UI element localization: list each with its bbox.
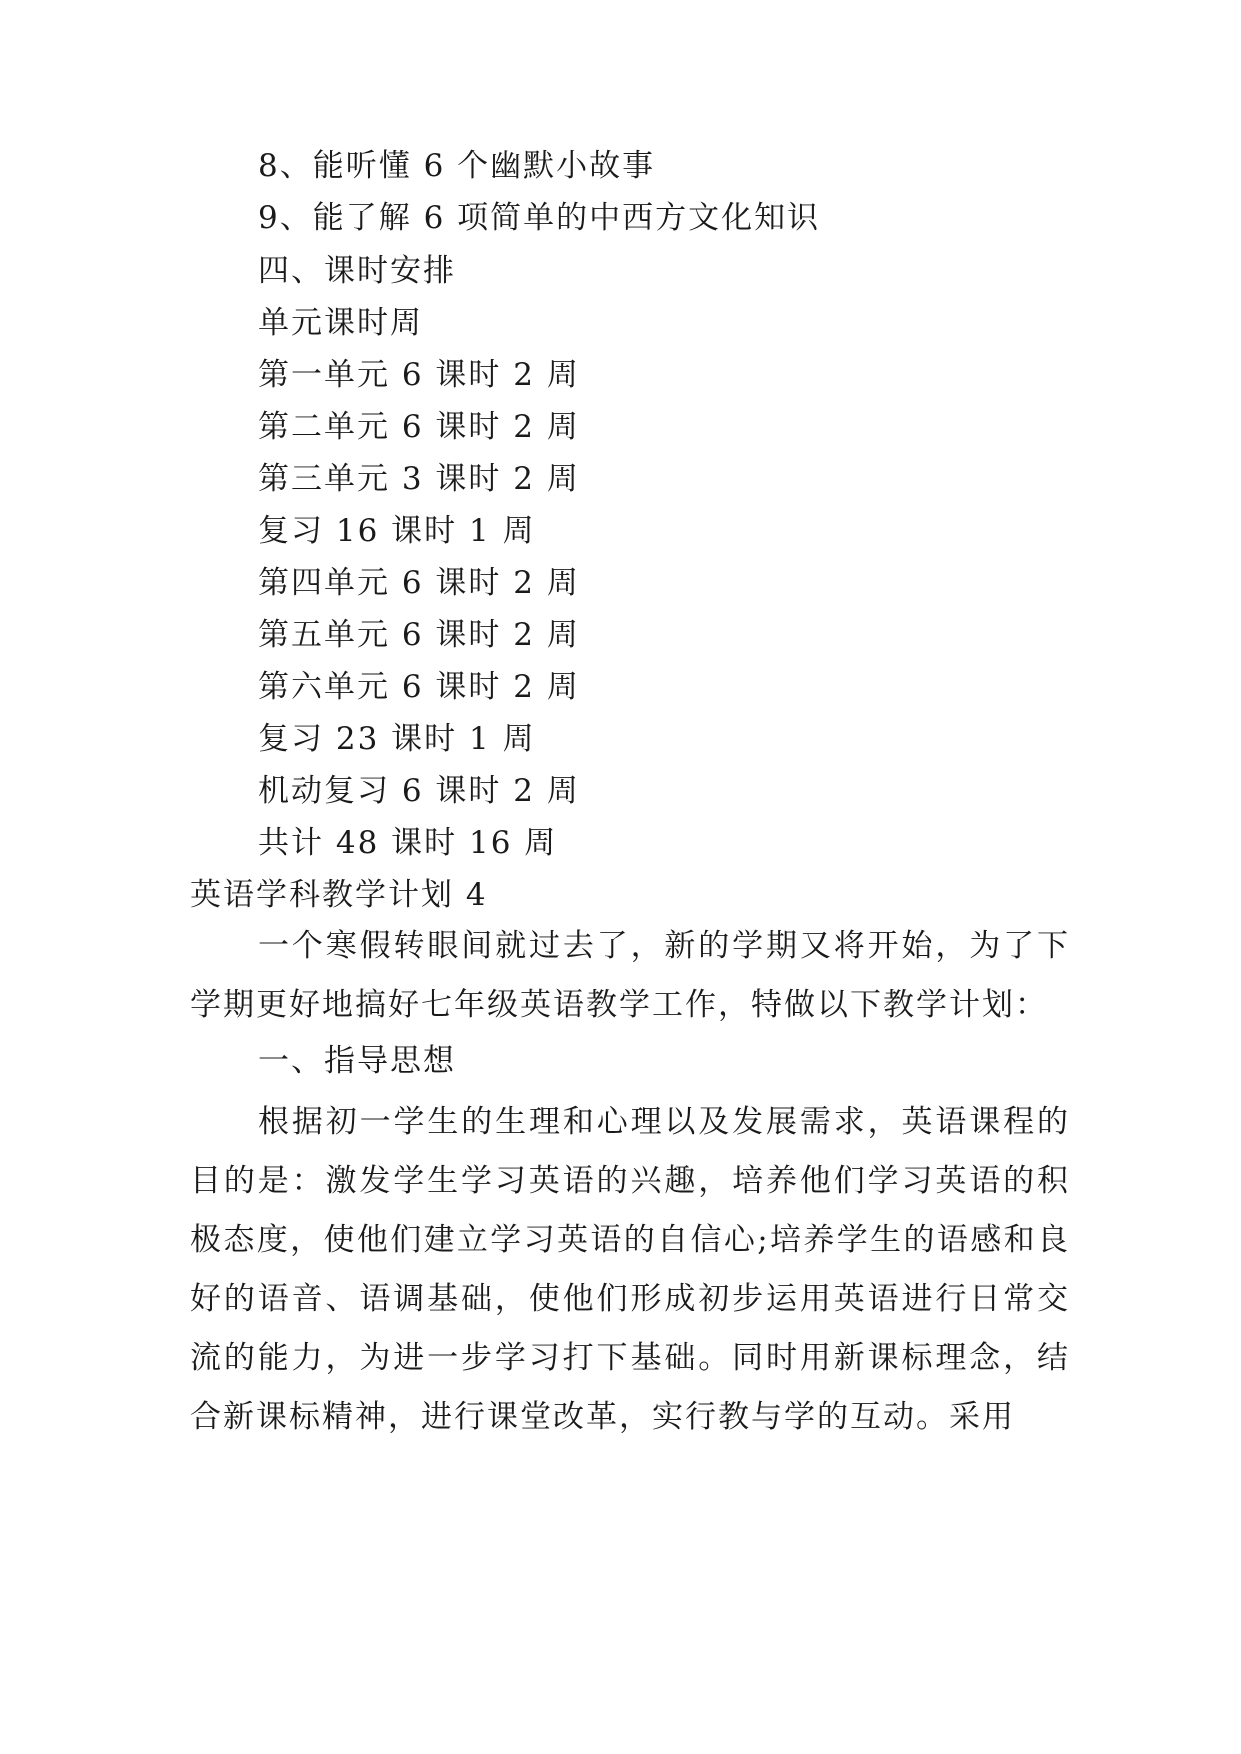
schedule-row: 第四单元 6 课时 2 周 — [258, 565, 580, 601]
schedule-row: 机动复习 6 课时 2 周 — [258, 773, 580, 809]
schedule-row: 第六单元 6 课时 2 周 — [258, 669, 580, 705]
section-heading-guiding-ideology: 一、指导思想 — [258, 1043, 456, 1079]
schedule-row: 第二单元 6 课时 2 周 — [258, 409, 580, 445]
schedule-row: 第五单元 6 课时 2 周 — [258, 617, 580, 653]
section-heading-schedule: 四、课时安排 — [258, 253, 456, 289]
schedule-row: 第一单元 6 课时 2 周 — [258, 357, 580, 393]
plan-title: 英语学科教学计划 4 — [190, 877, 488, 913]
schedule-row: 复习 16 课时 1 周 — [258, 513, 536, 549]
schedule-row: 复习 23 课时 1 周 — [258, 721, 536, 757]
schedule-table-header: 单元课时周 — [258, 305, 423, 341]
list-item-9: 9、能了解 6 项简单的中西方文化知识 — [258, 200, 821, 236]
schedule-row: 第三单元 3 课时 2 周 — [258, 461, 580, 497]
intro-paragraph: 一个寒假转眼间就过去了，新的学期又将开始，为了下学期更好地搞好七年级英语教学工作，特做以下教学计划： — [190, 928, 1070, 1023]
schedule-total-row: 共计 48 课时 16 周 — [258, 825, 558, 861]
guiding-ideology-paragraph: 根据初一学生的生理和心理以及发展需求，英语课程的目的是：激发学生学习英语的兴趣，培养他们学习英语的积极态度，使他们建立学习英语的自信心;培养学生的语感和良好的语音、语调基础，使他们形成初步运用英语进行日常交流的能力，为进一步学习打下基础。同时用新课标理念，结合新课标精神，进行课堂改革，实行教与学的互动。采用 — [190, 1104, 1070, 1435]
list-item-8: 8、能听懂 6 个幽默小故事 — [258, 148, 656, 184]
